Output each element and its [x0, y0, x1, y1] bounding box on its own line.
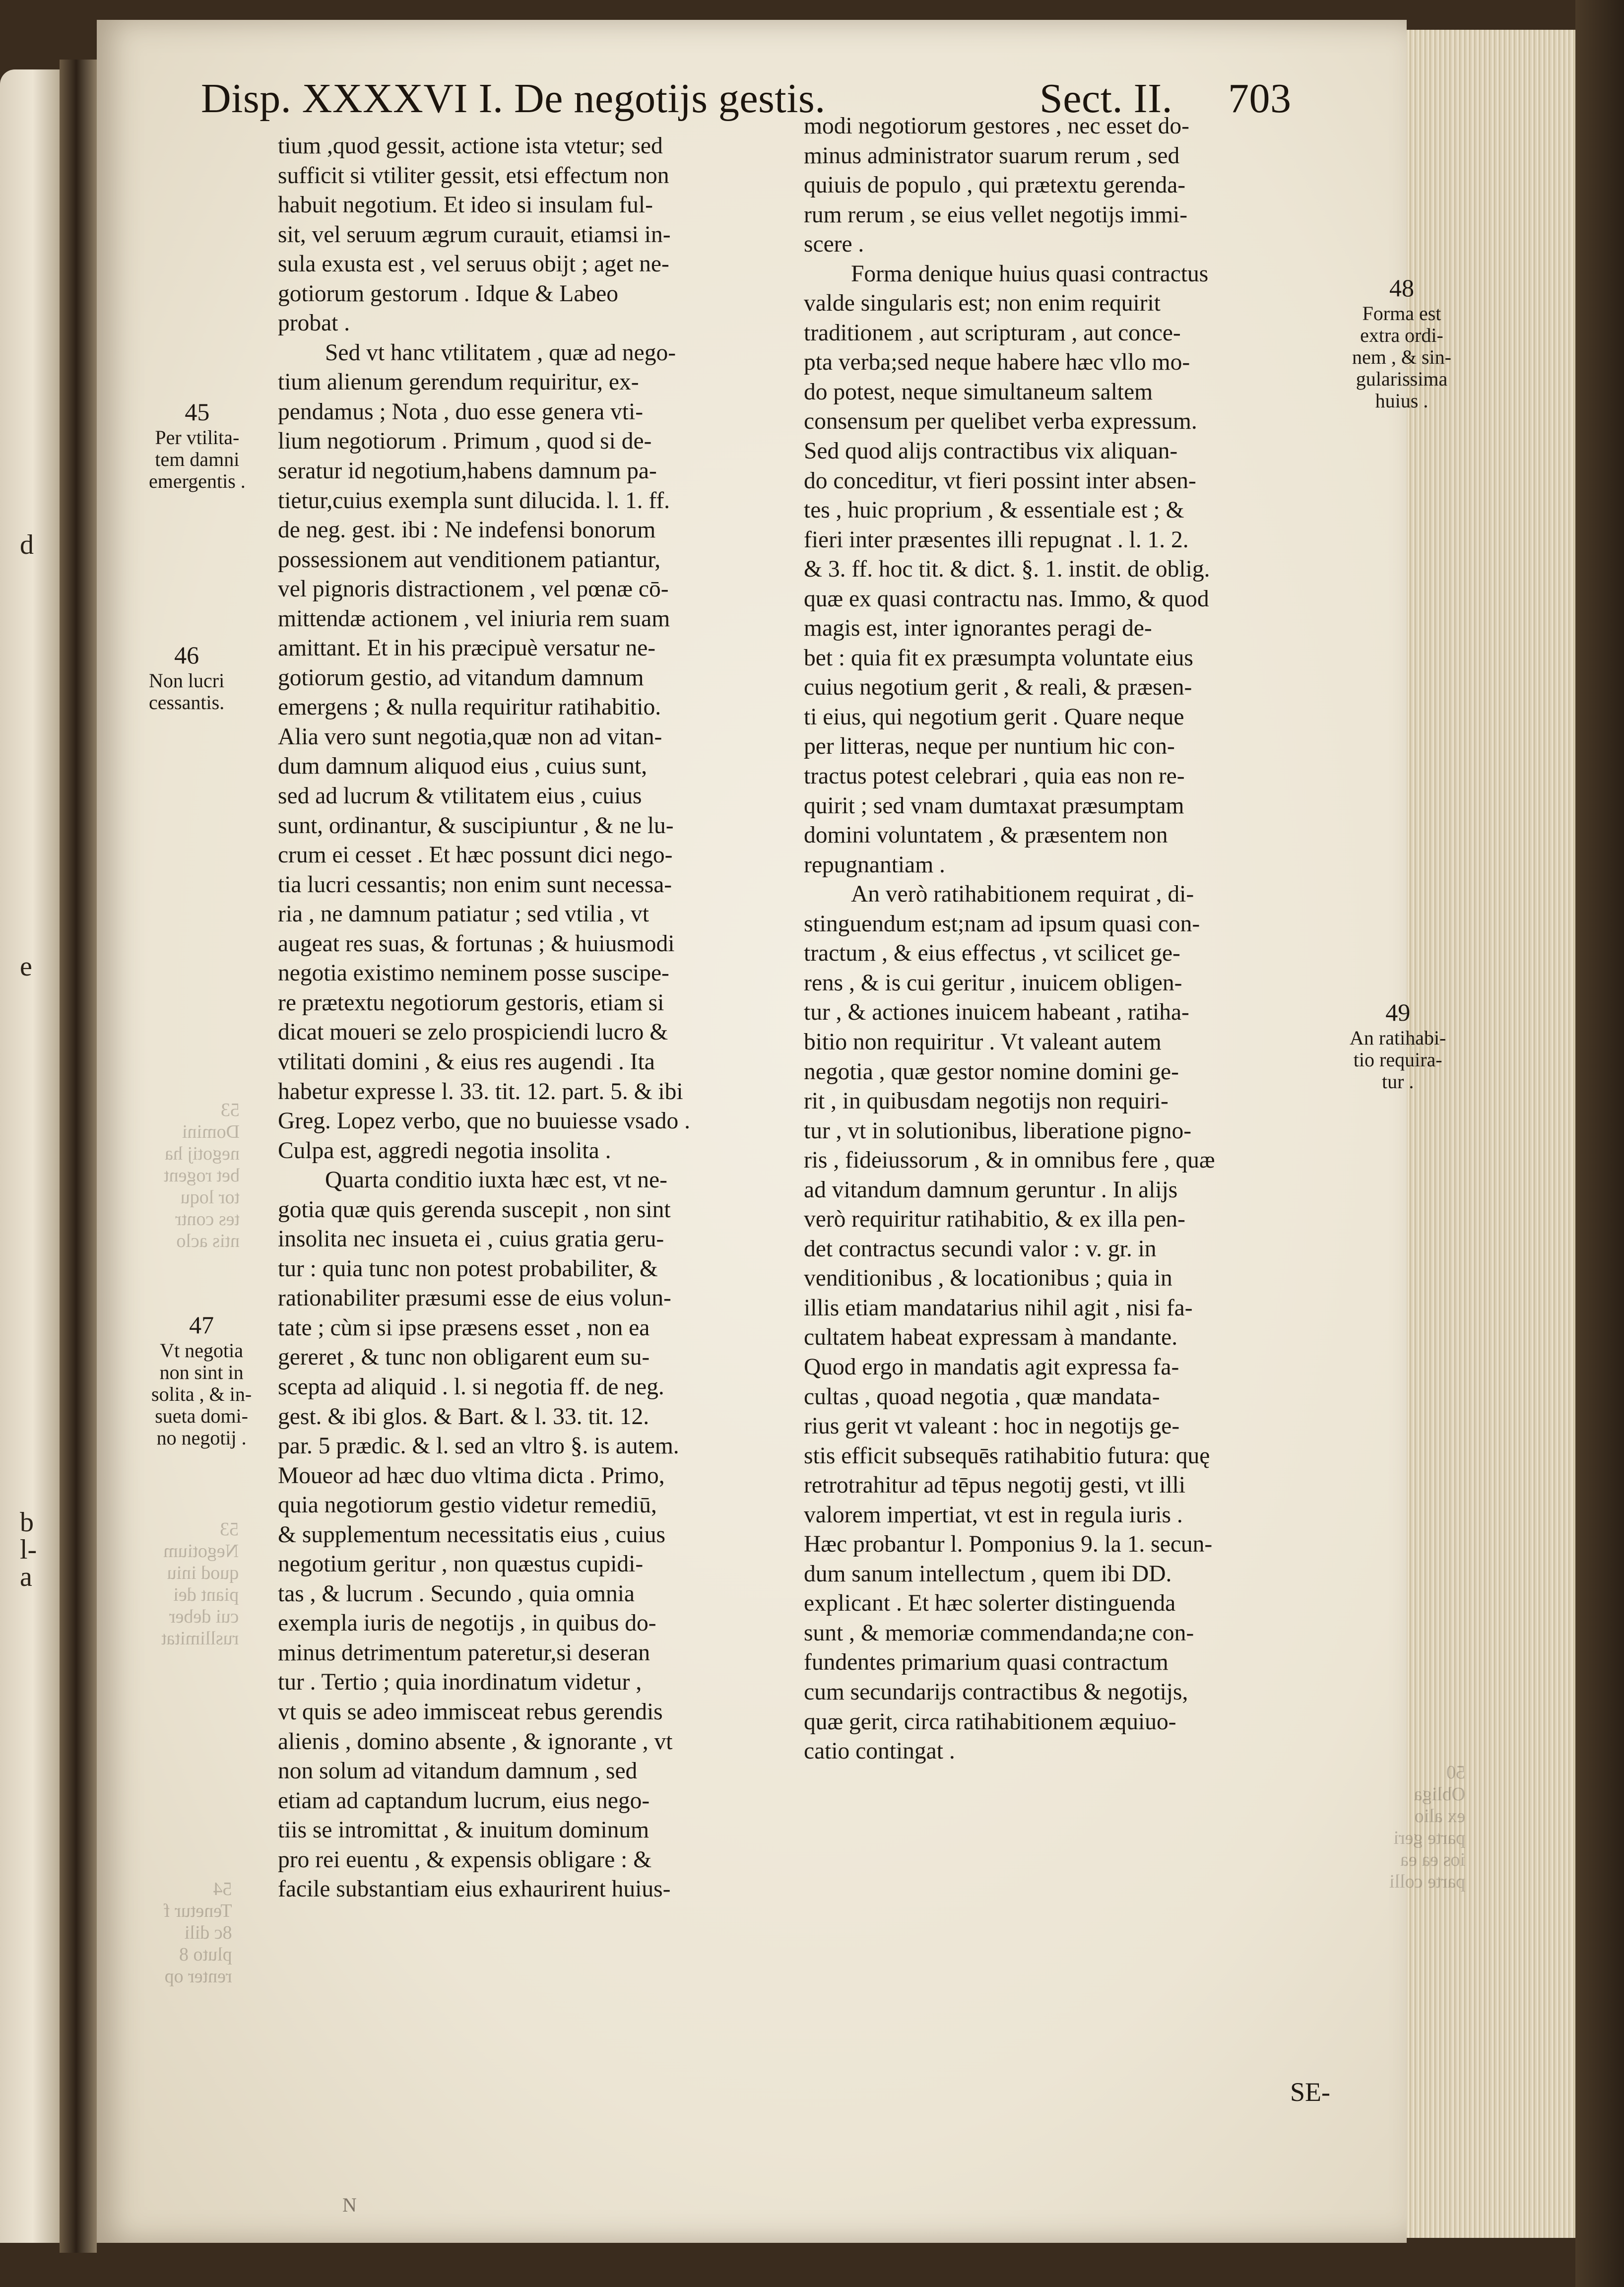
left-page-fragment: d	[20, 529, 34, 560]
text-line: pta verba;sed neque habere hæc vllo mo-	[804, 349, 1190, 376]
text-line: etiam ad captandum lucrum, eius nego-	[278, 1787, 650, 1814]
show-through-note	[161, 1518, 239, 1649]
show-through-line: 53	[220, 1519, 239, 1540]
text-line: rens , & is cui geritur , inuicem obligen-	[804, 970, 1182, 996]
text-line: facile substantiam eius exhaurirent huius-	[278, 1876, 671, 1902]
text-line: Moueor ad hæc duo vltima dicta . Primo,	[278, 1462, 665, 1489]
margin-note-line: solita , & in-	[151, 1383, 252, 1405]
text-line: tate ; cùm si ipse præsens esset , non ea	[278, 1314, 650, 1341]
text-line: cultas , quoad negotia , quæ mandata-	[804, 1383, 1160, 1410]
text-line: valde singularis est; non enim requirit	[804, 290, 1161, 317]
text-line: An verò ratihabitionem requirat , di-	[851, 881, 1194, 908]
margin-note-45	[149, 397, 246, 492]
text-line: de neg. gest. ibi : Ne indefensi bonorum	[278, 517, 656, 543]
margin-note-number: 49	[1385, 998, 1411, 1026]
margin-note-line: Per vtilita-	[155, 426, 240, 449]
show-through-line: Domini	[182, 1121, 240, 1142]
margin-note-49	[1350, 997, 1446, 1093]
text-line: exempla iuris de negotijs , in quibus do-	[278, 1610, 656, 1636]
show-through-line: 54	[213, 1879, 232, 1899]
text-line: non solum ad vitandum damnum , sed	[278, 1758, 638, 1784]
text-line: tium alienum gerendum requiritur, ex-	[278, 369, 639, 395]
text-line: vtilitati domini , & eius res augendi . Ita	[278, 1048, 655, 1075]
show-through-line: 8c dili	[184, 1922, 232, 1943]
margin-note-line: emergentis .	[149, 470, 246, 492]
text-line: do conceditur, vt fieri possint inter absen-	[804, 467, 1196, 494]
text-line: venditionibus , & locationibus ; quia in	[804, 1265, 1172, 1292]
text-line: modi negotiorum gestores , nec esset do-	[804, 113, 1189, 139]
text-line: rius gerit vt valeant : hoc in negotijs ge-	[804, 1413, 1180, 1439]
text-line: rit , in quibusdam negotijs non requiri-	[804, 1088, 1169, 1114]
show-through-line: piant dei	[173, 1584, 239, 1605]
text-line: quirit ; sed vnam dumtaxat præsumptam	[804, 792, 1184, 819]
text-line: gereret , & tunc non obligarent eum su-	[278, 1344, 650, 1371]
section-label: Sect. II.	[1039, 75, 1173, 122]
margin-note-line: sueta domi-	[155, 1405, 248, 1427]
text-line: vt quis se adeo immisceat rebus gerendis	[278, 1699, 663, 1725]
show-through-line: 53	[221, 1100, 240, 1120]
show-through-line: tor loqu	[180, 1187, 240, 1208]
margin-note-line: no negotij .	[156, 1427, 247, 1449]
text-line: negotium geritur , non quæstus cupidi-	[278, 1551, 644, 1577]
text-line: retrotrahitur ad tēpus negotij gesti, vt illi	[804, 1472, 1186, 1499]
text-line: crum ei cesset . Et hæc possunt dici nego-	[278, 842, 673, 868]
margin-note-number: 46	[174, 641, 199, 669]
text-line: stis efficit subsequēs ratihabitio futura: quę	[804, 1442, 1210, 1469]
text-line: quæ gerit, circa ratihabitionem æquiuo-	[804, 1708, 1176, 1735]
text-line: catio contingat .	[804, 1738, 955, 1764]
margin-note-line: huius .	[1375, 390, 1429, 412]
show-through-line: quod iniu	[167, 1563, 239, 1583]
text-line: magis est, inter ignorantes peragi de-	[804, 615, 1152, 642]
show-through-line: parte geri	[1393, 1828, 1465, 1848]
show-through-line: parte colli	[1389, 1871, 1465, 1892]
text-line: tur , & actiones inuicem habeant , ratiha-	[804, 999, 1189, 1026]
margin-note-number: 48	[1389, 274, 1414, 302]
text-line: ti eius, qui negotium gerit . Quare neque	[804, 704, 1184, 730]
text-line: det contractus secundi valor : v. gr. in	[804, 1236, 1157, 1262]
text-line: minus detrimentum pateretur,si deseran	[278, 1639, 650, 1666]
text-line: tia lucri cessantis; non enim sunt necessa-	[278, 871, 672, 898]
text-line: alienis , domino absente , & ignorante , vt	[278, 1728, 673, 1755]
text-line: quia negotiorum gestio videtur remediū,	[278, 1492, 657, 1518]
show-through-line: Tenetur f	[164, 1900, 232, 1921]
text-line: tes , huic proprium , & essentiale est ; &	[804, 497, 1184, 523]
margin-note-line: Forma est	[1362, 302, 1441, 325]
text-line: sula exusta est , vel seruus obijt ; aget ne-	[278, 251, 669, 277]
text-line: negotia , quæ gestor nomine domini ge-	[804, 1058, 1179, 1085]
margin-note-line: tem damni	[155, 448, 240, 470]
text-line: gest. & ibi glos. & Bart. & l. 33. tit. 12.	[278, 1403, 650, 1430]
margin-note-line: extra ordi-	[1360, 324, 1443, 346]
text-line: habuit negotium. Et ideo si insulam ful-	[278, 192, 653, 218]
book-cover-edge	[1575, 0, 1624, 2287]
show-through-note	[164, 1099, 240, 1252]
text-line: bet : quia fit ex præsumpta voluntate eius	[804, 645, 1193, 671]
text-line: fieri inter præsentes illi repugnat . l. 1. 2.	[804, 526, 1189, 553]
show-through-line: renter op	[164, 1966, 232, 1987]
margin-note-48	[1352, 273, 1451, 412]
text-line: probat .	[278, 310, 350, 336]
text-line: sunt , & memoriæ commendanda;ne con-	[804, 1620, 1194, 1646]
signature-mark: N	[342, 2194, 357, 2216]
text-line: valorem impertiat, vt est in regula iuris .	[804, 1502, 1183, 1528]
text-line: stinguendum est;nam ad ipsum quasi con-	[804, 911, 1200, 937]
show-through-line: Negotium	[163, 1541, 239, 1562]
left-page-fragment: b	[20, 1507, 34, 1538]
text-line: illis etiam mandatarius nihil agit , nisi fa-	[804, 1295, 1193, 1321]
text-line: bitio non requiritur . Vt valeant autem	[804, 1029, 1162, 1055]
text-line: tium ,quod gessit, actione ista vtetur; sed	[278, 133, 663, 159]
show-through-line: ios ea ea	[1400, 1849, 1465, 1870]
text-line: sufficit si vtiliter gessit, etsi effectum non	[278, 162, 669, 189]
running-title: Disp. XXXXVI I. De negotijs gestis.	[201, 75, 826, 122]
text-line: scere .	[804, 231, 864, 258]
margin-note-number: 47	[189, 1311, 214, 1339]
text-line: traditionem , aut scripturam , aut conce-	[804, 320, 1181, 346]
text-line: Alia vero sunt negotia,quæ non ad vitan-	[278, 723, 662, 750]
text-line: dum sanum intellectum , quem ibi DD.	[804, 1561, 1172, 1587]
text-line: fundentes primarium quasi contractum	[804, 1649, 1169, 1676]
left-page-fragment: a	[20, 1562, 32, 1592]
text-line: rationabiliter præsumi esse de eius volun-	[278, 1285, 671, 1311]
show-through-line: cui deber	[169, 1606, 239, 1627]
margin-note-line: nem , & sin-	[1352, 346, 1451, 368]
text-line: & 3. ff. hoc tit. & dict. §. 1. instit. de oblig.	[804, 556, 1210, 583]
margin-note-46	[149, 640, 224, 714]
text-line: explicant . Et hæc solerter distinguenda	[804, 1590, 1176, 1617]
text-line: seratur id negotium,habens damnum pa-	[278, 458, 657, 484]
text-line: tractum , & eius effectus , vt scilicet ge-	[804, 940, 1180, 967]
text-line: rum rerum , se eius vellet negotijs immi-	[804, 201, 1188, 228]
text-line: amittant. Et in his præcipuè versatur ne-	[278, 635, 656, 661]
text-line: vel pignoris distractionem , vel pœnæ cō-	[278, 576, 669, 602]
text-line: do potest, neque simultaneum saltem	[804, 379, 1153, 405]
margin-note-line: Non lucri	[149, 669, 225, 692]
text-line: gotiorum gestorum . Idque & Labeo	[278, 280, 618, 307]
text-line: Forma denique huius quasi contractus	[851, 261, 1209, 287]
text-line: quiuis de populo , qui prætextu gerenda-	[804, 172, 1186, 198]
show-through-line: ntis aclo	[176, 1231, 240, 1251]
text-line: ria , ne damnum patiatur ; sed vtilia , vt	[278, 901, 649, 927]
text-line: tur , vt in solutionibus, liberatione pigno-	[804, 1117, 1192, 1144]
page-number: 703	[1228, 75, 1292, 122]
text-line: Sed quod alijs contractibus vix aliquan-	[804, 438, 1178, 464]
margin-note-line: An ratihabi-	[1350, 1027, 1446, 1049]
text-line: scepta ad aliquid . l. si negotia ff. de neg.	[278, 1373, 664, 1400]
text-line: tur : quia tunc non potest probabiliter, &	[278, 1255, 658, 1282]
text-line: dicat moueri se zelo prospiciendi lucro &	[278, 1019, 668, 1045]
text-line: tractus potest celebrari , quia eas non re-	[804, 763, 1185, 789]
text-line: tur . Tertio ; quia inordinatum videtur ,	[278, 1669, 642, 1696]
text-line: domini voluntatem , & præsentem non	[804, 822, 1168, 849]
text-line: cultatem habeat expressam à mandante.	[804, 1324, 1178, 1351]
text-line: emergens ; & nulla requiritur ratihabitio.	[278, 694, 661, 720]
left-page-fragment: l-	[20, 1534, 37, 1565]
text-line: dum damnum aliquod eius , cuius sunt,	[278, 753, 648, 780]
text-line: mittendæ actionem , vel iniuria rem suam	[278, 605, 670, 632]
show-through-line: negotij ha	[165, 1143, 240, 1164]
text-line: Sed vt hanc vtilitatem , quæ ad nego-	[325, 339, 676, 366]
text-line: ad vitandum damnum geruntur . In alijs	[804, 1176, 1178, 1203]
text-line: pendamus ; Nota , duo esse genera vti-	[278, 398, 644, 425]
text-line: Hæc probantur l. Pomponius 9. la 1. secun-	[804, 1531, 1213, 1558]
show-through-line: rusllimitat	[161, 1628, 239, 1649]
text-line: par. 5 prædic. & l. sed an vltro §. is autem.	[278, 1433, 679, 1459]
text-line: cuius negotium gerit , & reali, & præsen-	[804, 674, 1192, 701]
text-line: ris , fideiussorum , & in omnibus fere , quæ	[804, 1147, 1215, 1174]
text-line: sit, vel seruum ægrum curauit, etiamsi in-	[278, 221, 671, 248]
text-line: & supplementum necessitatis eius , cuius	[278, 1521, 665, 1548]
text-line: Quod ergo in mandatis agit expressa fa-	[804, 1354, 1179, 1380]
text-line: cum secundarijs contractibus & negotijs,	[804, 1679, 1188, 1705]
text-line: tietur,cuius exempla sunt dilucida. l. 1. ff.	[278, 487, 670, 514]
show-through-line: Obliga	[1414, 1784, 1465, 1805]
margin-note-line: gularissima	[1356, 368, 1448, 390]
right-text-column	[804, 112, 1337, 1766]
left-page-edge	[0, 69, 60, 2243]
text-line: repugnantiam .	[804, 851, 945, 878]
show-through-line: 50	[1446, 1762, 1465, 1783]
margin-note-number: 45	[185, 398, 210, 426]
text-line: negotia existimo neminem posse suscipe-	[278, 960, 669, 986]
text-line: verò requiritur ratihabitio, & ex illa pen-	[804, 1206, 1185, 1233]
text-line: tiis se intromittat , & inuitum dominum	[278, 1817, 650, 1843]
text-line: consensum per quelibet verba expressum.	[804, 408, 1197, 435]
text-line: pro rei euentu , & expensis obligare : &	[278, 1846, 652, 1873]
left-text-column	[278, 131, 819, 1904]
text-line: re prætextu negotiorum gestoris, etiam si	[278, 989, 664, 1016]
show-through-note	[1389, 1762, 1465, 1893]
margin-note-line: tur .	[1381, 1070, 1414, 1093]
text-line: per litteras, neque per nuntium hic con-	[804, 733, 1175, 760]
text-line: quæ ex quasi contractu nas. Immo, & quod	[804, 586, 1209, 612]
text-line: tas , & lucrum . Secundo , quia omnia	[278, 1580, 635, 1607]
text-line: lium negotiorum . Primum , quod si de-	[278, 428, 652, 455]
book-gutter	[60, 60, 97, 2253]
show-through-line: tes contr	[175, 1209, 240, 1230]
text-line: sunt, ordinantur, & suscipiuntur , & ne lu-	[278, 812, 674, 839]
margin-note-line: cessantis.	[149, 691, 225, 714]
margin-note-line: Vt negotia	[160, 1339, 243, 1362]
show-through-line: bet rogent	[164, 1165, 240, 1186]
text-line: gotia quæ quis gerenda suscepit , non sint	[278, 1196, 671, 1223]
text-line: Quarta conditio iuxta hæc est, vt ne-	[325, 1167, 667, 1193]
show-through-line: ex alio	[1414, 1806, 1465, 1827]
margin-note-line: tio requira-	[1353, 1048, 1442, 1071]
text-line: gotiorum gestio, ad vitandum damnum	[278, 664, 644, 691]
catchword: SE-	[1290, 2077, 1330, 2107]
text-line: habetur expresse l. 33. tit. 12. part. 5. & ibi	[278, 1078, 683, 1105]
margin-note-line: non sint in	[159, 1361, 244, 1383]
show-through-line: pluto 8	[179, 1944, 232, 1965]
text-line: possessionem aut venditionem patiantur,	[278, 546, 661, 573]
text-line: Culpa est, aggredi negotia insolita .	[278, 1137, 611, 1164]
text-line: sed ad lucrum & vtilitatem eius , cuius	[278, 783, 642, 809]
text-line: augeat res suas, & fortunas ; & huiusmodi	[278, 930, 675, 957]
text-line: minus administrator suarum rerum , sed	[804, 142, 1180, 169]
text-line: Greg. Lopez verbo, que no buuiesse vsado .	[278, 1108, 691, 1134]
text-line: insolita nec insueta ei , cuius gratia geru-	[278, 1226, 664, 1252]
left-page-fragment: e	[20, 951, 32, 982]
show-through-note	[164, 1878, 232, 1987]
margin-note-47	[151, 1310, 252, 1449]
